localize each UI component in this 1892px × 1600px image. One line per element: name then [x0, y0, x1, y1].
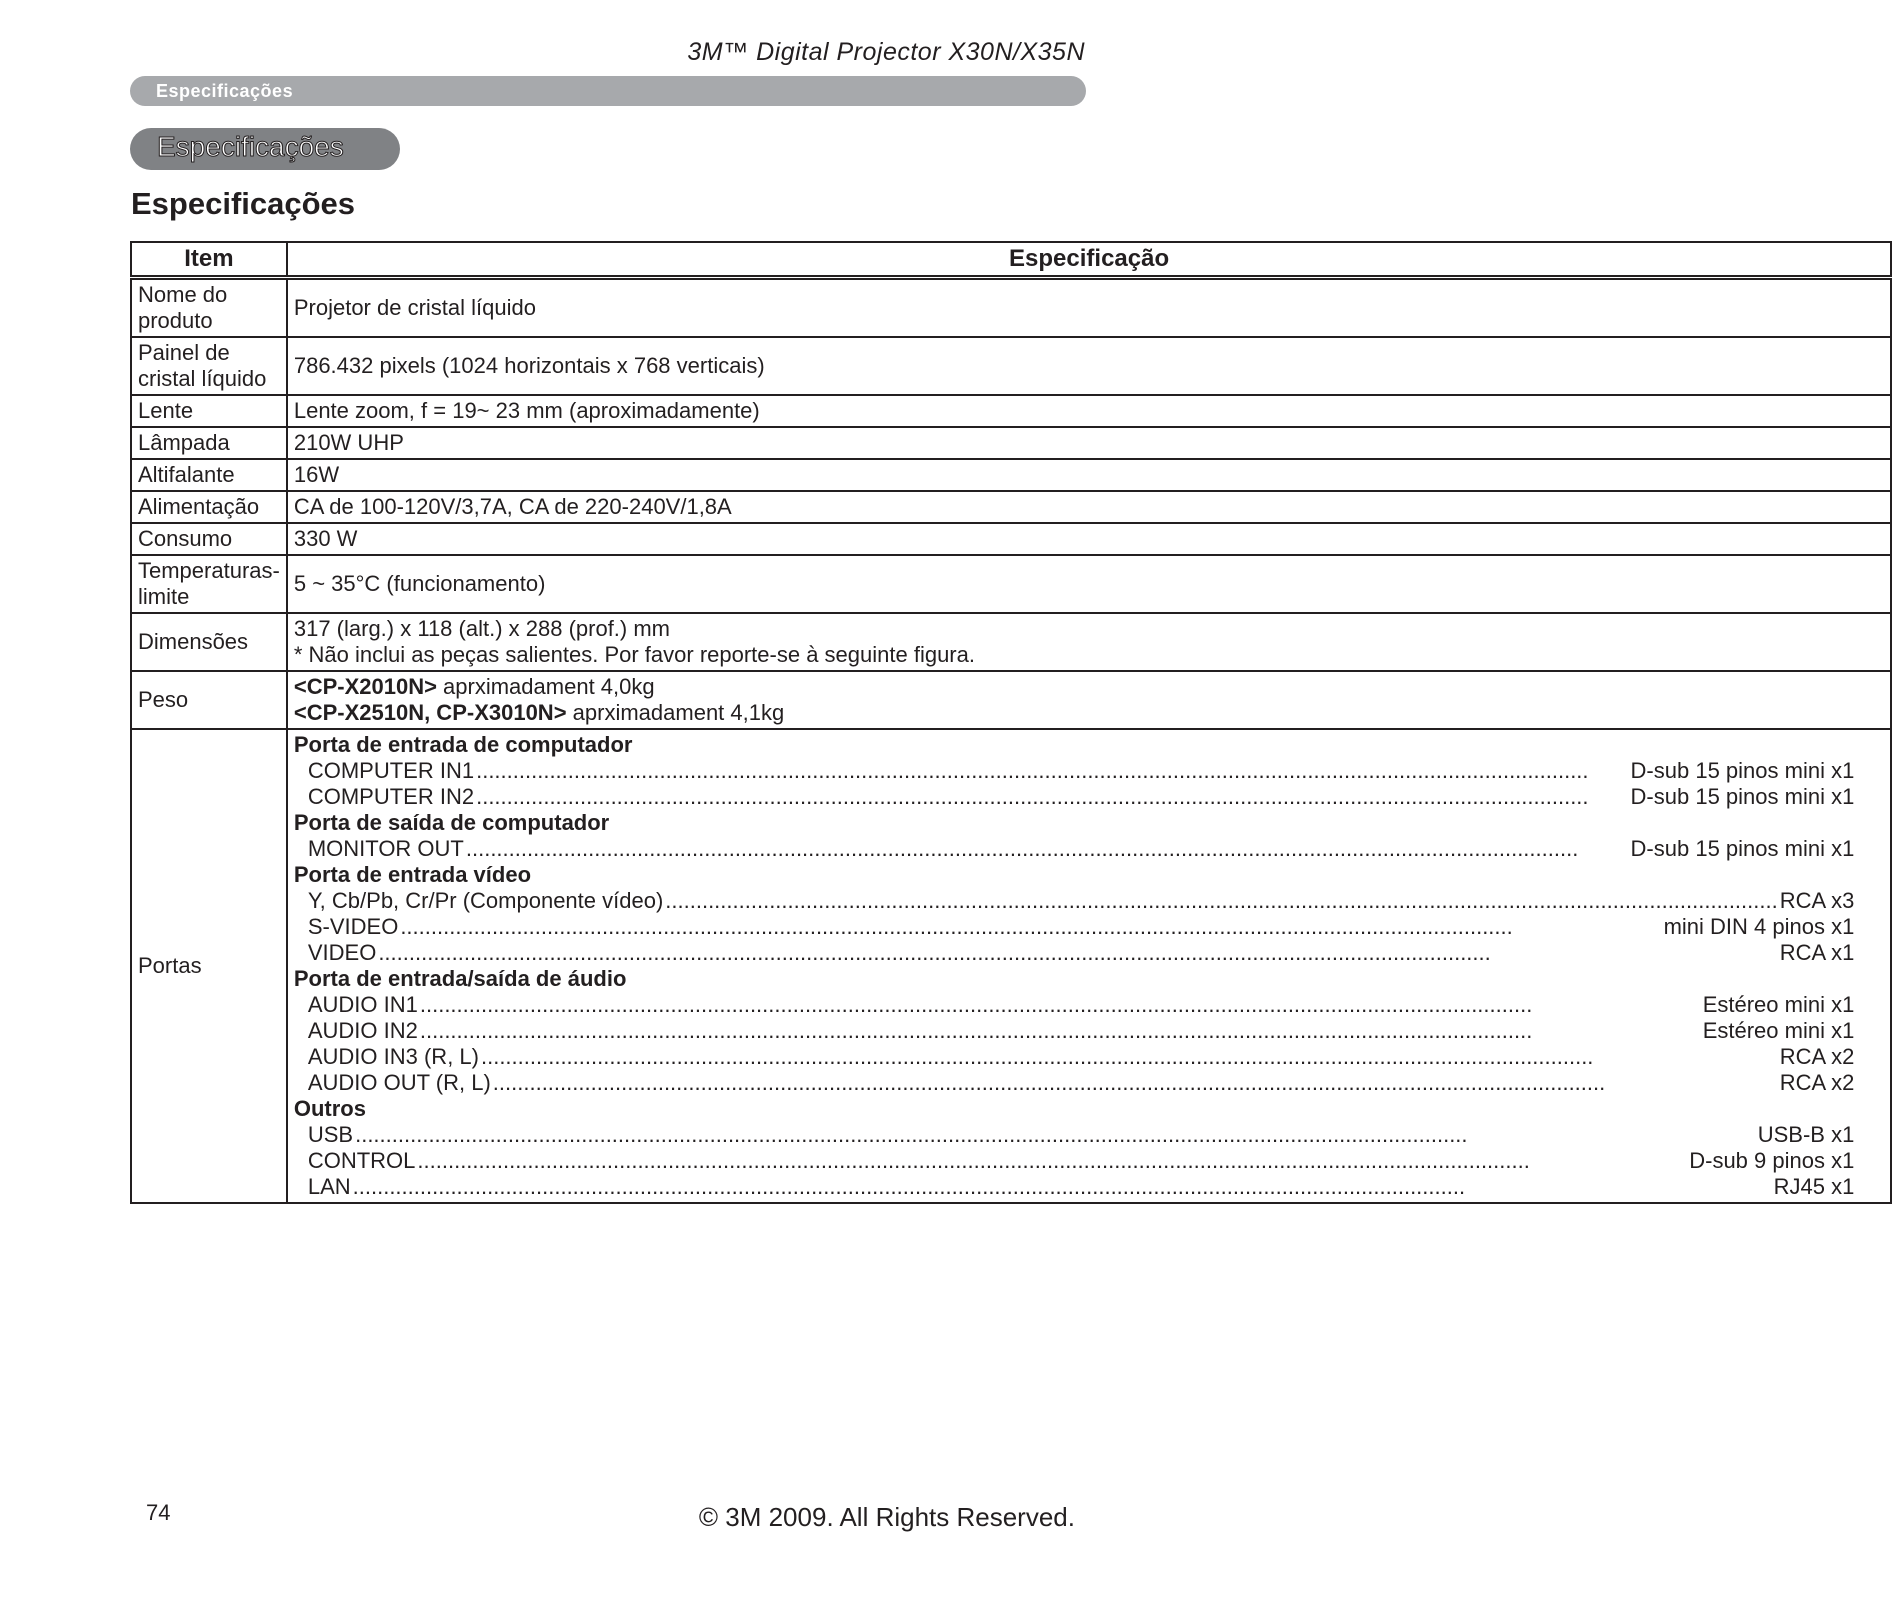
- port-line: [294, 1018, 1884, 1044]
- port-spec: RCA x2: [1779, 1070, 1855, 1095]
- table-row: [131, 278, 1891, 338]
- row-item: Painel de cristal líquido: [131, 337, 287, 395]
- dot-leader: [420, 1018, 1701, 1044]
- dot-leader: [665, 888, 1777, 914]
- port-name: COMPUTER IN1: [307, 758, 475, 783]
- table-row: [131, 459, 1891, 491]
- row-spec: CA de 100-120V/3,7A, CA de 220-240V/1,8A: [287, 491, 1891, 523]
- port-name: CONTROL: [307, 1148, 416, 1173]
- row-spec: Lente zoom, f = 19~ 23 mm (aproximadamente): [287, 395, 1891, 427]
- port-line: [294, 1174, 1884, 1200]
- row-item: Alimentação: [131, 491, 287, 523]
- weight-line: [294, 700, 1884, 726]
- weight-model: <CP-X2010N>: [293, 674, 437, 699]
- table-row-dimensions: [131, 613, 1891, 671]
- header-spec: Especificação: [287, 242, 1891, 278]
- dot-leader: [378, 940, 1777, 966]
- port-spec: mini DIN 4 pinos x1: [1663, 914, 1855, 939]
- row-spec: 5 ~ 35°C (funcionamento): [287, 555, 1891, 613]
- dot-leader: [466, 836, 1629, 862]
- port-spec: RCA x2: [1779, 1044, 1855, 1069]
- dimensions-note: * Não inclui as peças salientes. Por favor reporte-se à seguinte figura.: [293, 642, 975, 667]
- chapter-pill-label: Especificações: [157, 131, 344, 162]
- header-item: Item: [131, 242, 287, 278]
- table-row: [131, 337, 1891, 395]
- port-name: AUDIO IN3 (R, L): [307, 1044, 479, 1069]
- port-line: [294, 940, 1884, 966]
- port-spec: Estéreo mini x1: [1702, 992, 1855, 1017]
- row-item: Dimensões: [131, 613, 287, 671]
- port-name: VIDEO: [307, 940, 377, 965]
- port-line: [294, 1148, 1884, 1174]
- port-name: MONITOR OUT: [307, 836, 464, 861]
- port-group-title: Porta de entrada de computador: [293, 732, 633, 757]
- row-spec: 16W: [287, 459, 1891, 491]
- dot-leader: [493, 1070, 1778, 1096]
- row-item: Lente: [131, 395, 287, 427]
- port-spec: Estéreo mini x1: [1702, 1018, 1855, 1043]
- port-name: AUDIO IN1: [307, 992, 418, 1017]
- ports-list: [287, 729, 1891, 1203]
- table-row-weight: [131, 671, 1891, 729]
- row-item: Temperaturas-limite: [131, 555, 287, 613]
- section-bar: [130, 76, 1086, 106]
- port-line: [294, 758, 1884, 784]
- port-spec: D-sub 15 pinos mini x1: [1630, 836, 1855, 861]
- table-row: [131, 523, 1891, 555]
- table-header-row: [131, 242, 1891, 278]
- port-line: [294, 1070, 1884, 1096]
- row-item: Consumo: [131, 523, 287, 555]
- port-name: AUDIO IN2: [307, 1018, 418, 1043]
- port-spec: USB-B x1: [1757, 1122, 1855, 1147]
- port-line: [294, 888, 1884, 914]
- row-item: Peso: [131, 671, 287, 729]
- port-spec: D-sub 15 pinos mini x1: [1630, 758, 1855, 783]
- page-heading: Especificações: [131, 186, 356, 221]
- table-row-ports: [131, 729, 1891, 1203]
- dot-leader: [400, 914, 1661, 940]
- port-group-title: Outros: [293, 1096, 366, 1121]
- dot-leader: [420, 992, 1701, 1018]
- row-spec: 210W UHP: [287, 427, 1891, 459]
- port-name: LAN: [307, 1174, 351, 1199]
- port-spec: RCA x1: [1779, 940, 1855, 965]
- port-name: S-VIDEO: [307, 914, 399, 939]
- port-group-title: Porta de saída de computador: [293, 810, 610, 835]
- row-spec: 330 W: [287, 523, 1891, 555]
- dot-leader: [481, 1044, 1778, 1070]
- port-spec: D-sub 15 pinos mini x1: [1630, 784, 1855, 809]
- page-number: 74: [146, 1500, 171, 1525]
- port-line: [294, 1044, 1884, 1070]
- row-item: Portas: [131, 729, 287, 1203]
- port-spec: D-sub 9 pinos x1: [1689, 1148, 1855, 1173]
- table-body: [131, 278, 1891, 1204]
- row-spec: [287, 671, 1891, 729]
- port-group-title: Porta de entrada/saída de áudio: [293, 966, 627, 991]
- weight-line: [294, 674, 1884, 700]
- weight-model: <CP-X2510N, CP-X3010N>: [293, 700, 567, 725]
- row-item: Nome do produto: [131, 278, 287, 338]
- dot-leader: [353, 1174, 1772, 1200]
- row-item: Altifalante: [131, 459, 287, 491]
- port-line: [294, 1122, 1884, 1148]
- table-row: [131, 555, 1891, 613]
- dot-leader: [476, 758, 1628, 784]
- port-name: COMPUTER IN2: [307, 784, 475, 809]
- document-title: 3M™ Digital Projector X30N/X35N: [687, 38, 1085, 66]
- port-name: Y, Cb/Pb, Cr/Pr (Componente vídeo): [307, 888, 664, 913]
- section-bar-label: Especificações: [156, 81, 294, 101]
- chapter-pill: [130, 128, 400, 170]
- port-line: [294, 914, 1884, 940]
- row-spec: Projetor de cristal líquido: [287, 278, 1891, 338]
- port-spec: RJ45 x1: [1773, 1174, 1855, 1199]
- copyright: © 3M 2009. All Rights Reserved.: [698, 1502, 1075, 1532]
- weight-value: aprximadament 4,0kg: [436, 674, 655, 699]
- port-line: [294, 836, 1884, 862]
- port-name: USB: [307, 1122, 354, 1147]
- row-item: Lâmpada: [131, 427, 287, 459]
- weight-value: aprximadament 4,1kg: [566, 700, 785, 725]
- spec-table: [130, 241, 1892, 1204]
- port-name: AUDIO OUT (R, L): [307, 1070, 491, 1095]
- table-row: [131, 491, 1891, 523]
- row-spec: [287, 613, 1891, 671]
- port-spec: RCA x3: [1779, 888, 1855, 913]
- port-line: [294, 784, 1884, 810]
- row-spec: 786.432 pixels (1024 horizontais x 768 verticais): [287, 337, 1891, 395]
- port-line: [294, 992, 1884, 1018]
- dimensions-size: 317 (larg.) x 118 (alt.) x 288 (prof.) mm: [293, 616, 671, 641]
- port-group-title: Porta de entrada vídeo: [293, 862, 532, 887]
- dot-leader: [417, 1148, 1687, 1174]
- table-row: [131, 395, 1891, 427]
- dot-leader: [355, 1122, 1756, 1148]
- table-row: [131, 427, 1891, 459]
- dot-leader: [476, 784, 1628, 810]
